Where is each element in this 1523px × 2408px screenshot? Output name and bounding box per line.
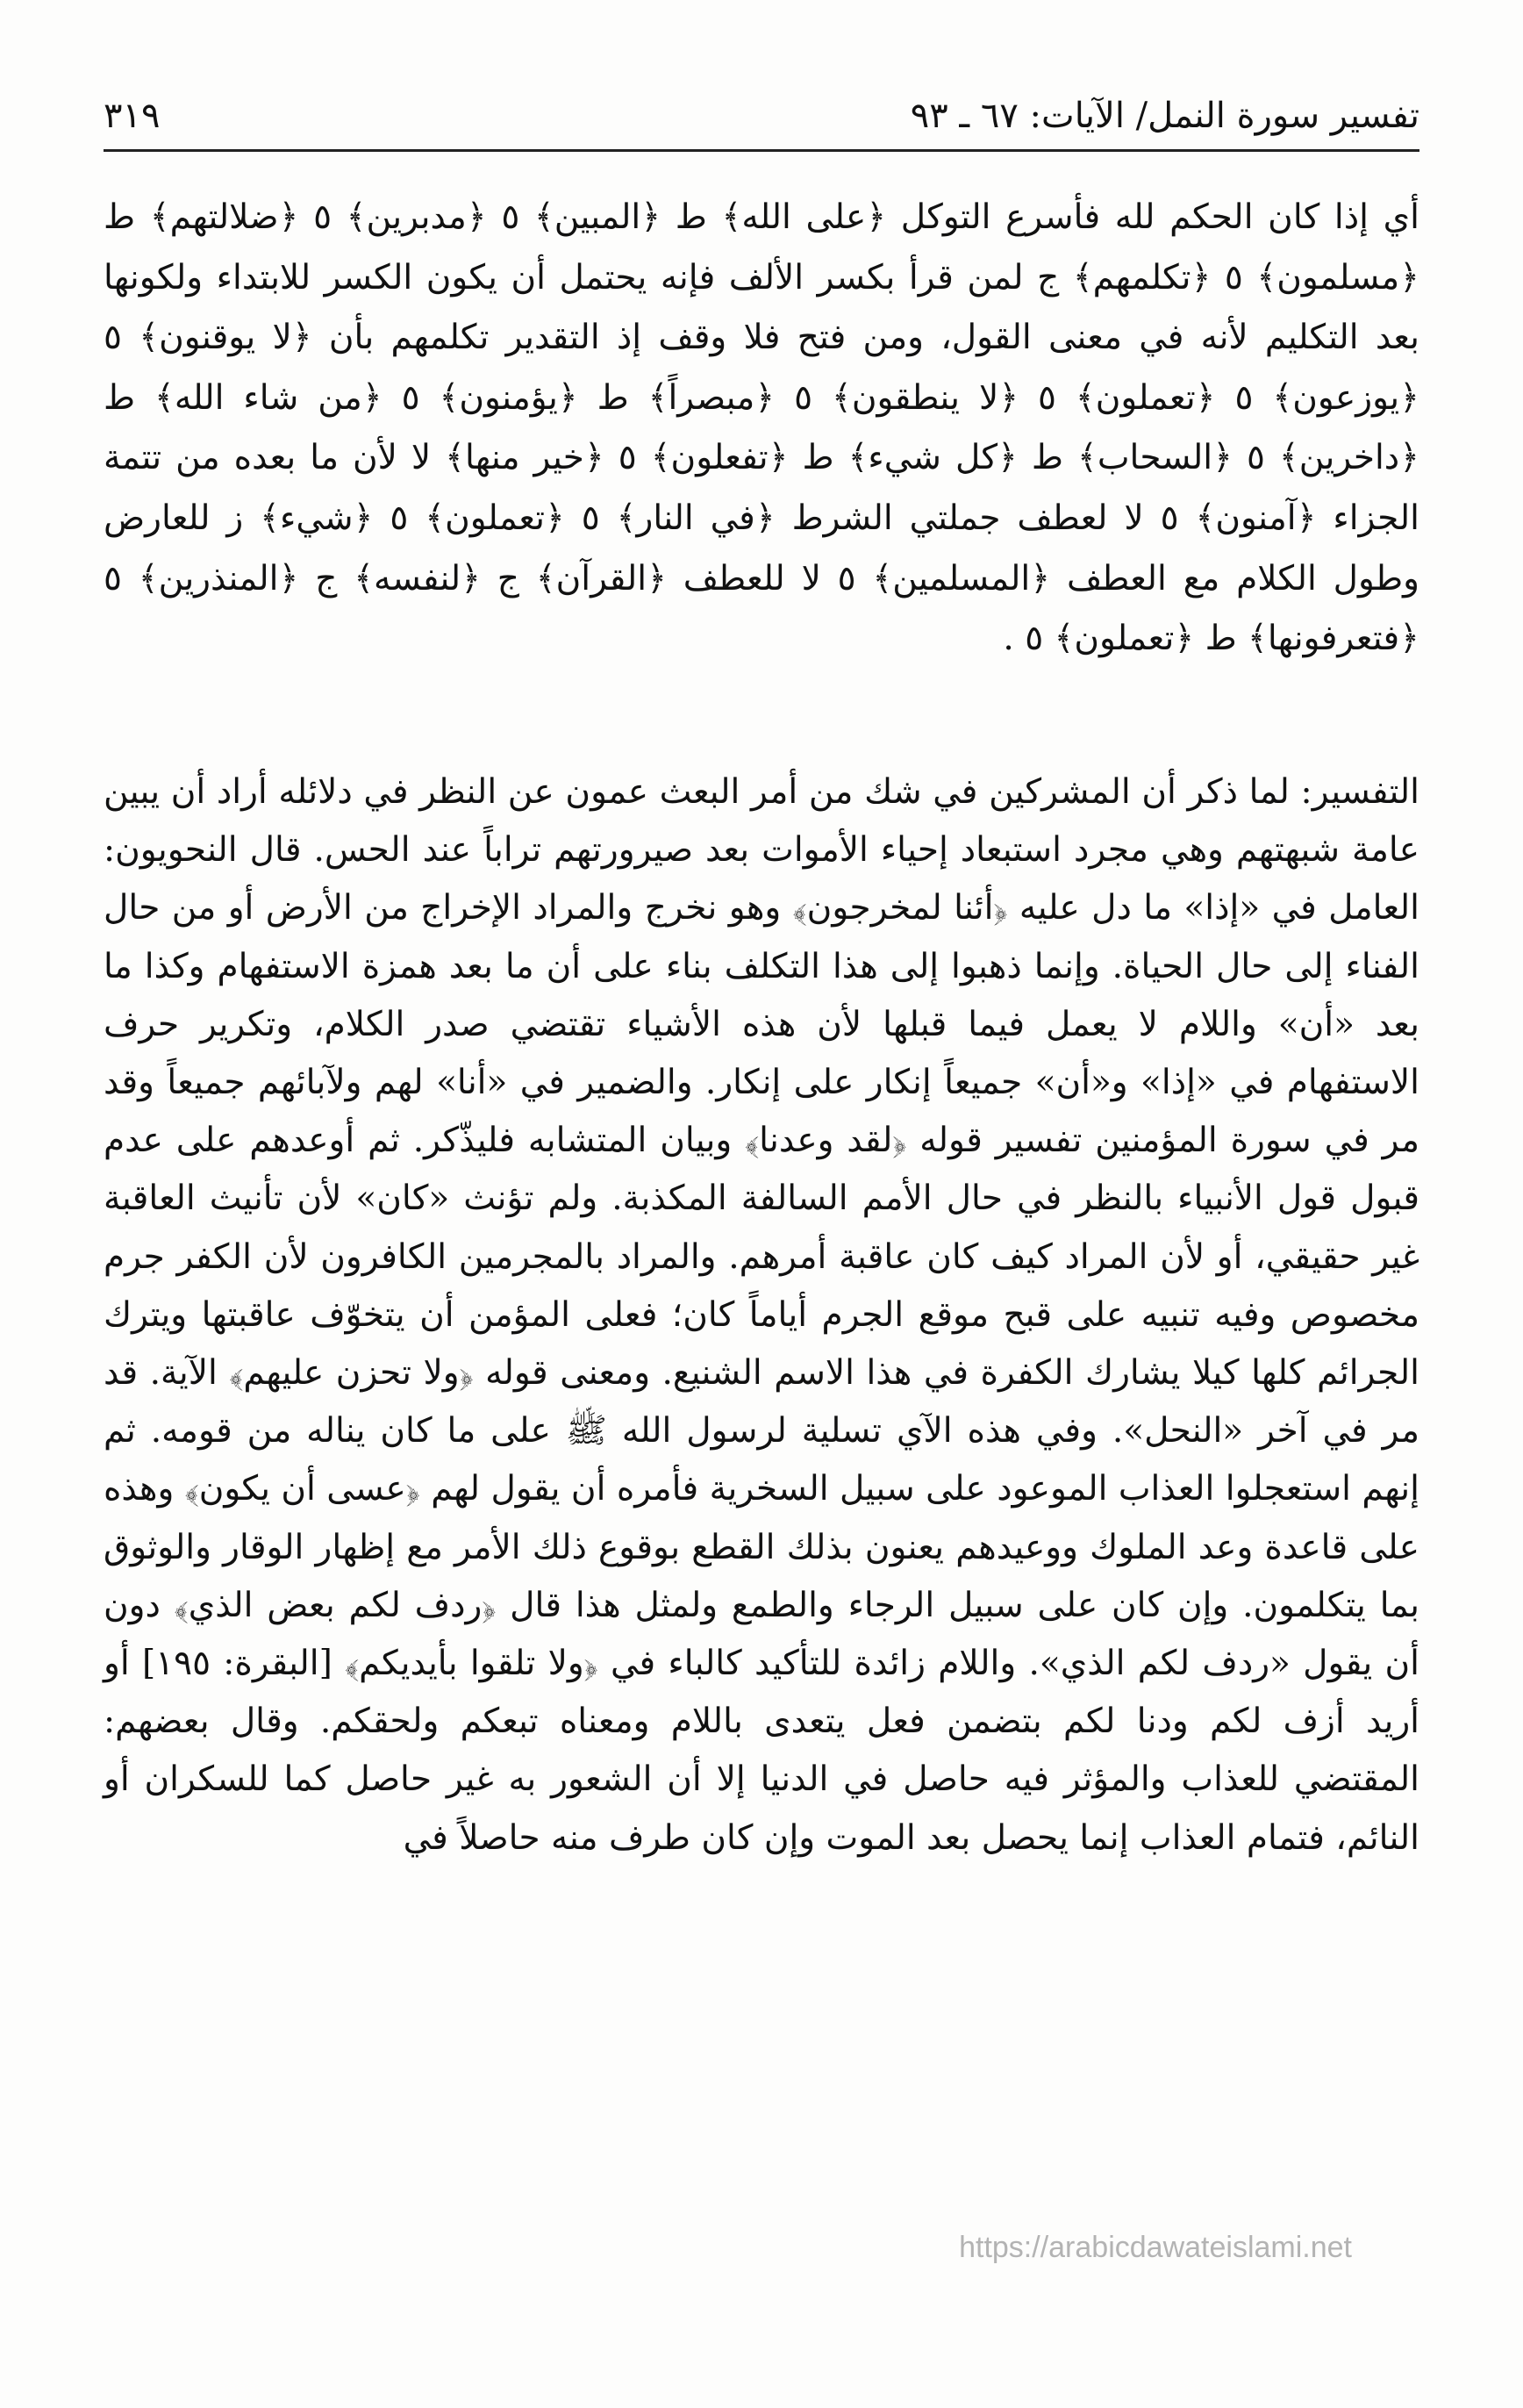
waqf-paragraph: أي إذا كان الحكم لله فأسرع التوكل ﴿على الله﴾ ط ﴿المبين﴾ ٥ ﴿مدبرين﴾ ٥ ﴿ضلالتهم﴾ ط ﴿مسلمون﴾ ٥ ﴿تكلمهم﴾ ج لمن قرأ بكسر الألف فإنه يحتمل أن يكون الكسر للابتداء ولكونها بعد التكليم لأنه في معنى القول، ومن فتح فلا وقف إذ التقدير تكلمهم بأن ﴿لا يوقنون﴾ ٥ ﴿يوزعون﴾ ٥ ﴿تعملون﴾ ٥ ﴿لا ينطقون﴾ ٥ ﴿مبصراً﴾ ط ﴿يؤمنون﴾ ٥ ﴿من شاء الله﴾ ط ﴿داخرين﴾ ٥ ﴿السحاب﴾ ط ﴿كل شيء﴾ ط ﴿تفعلون﴾ ٥ ﴿خير منها﴾ لا لأن ما بعده من تتمة الجزاء ﴿آمنون﴾ ٥ لا لعطف جملتي الشرط ﴿في النار﴾ ٥ ﴿تعملون﴾ ٥ ﴿شيء﴾ ز للعارض وطول الكلام مع العطف ﴿المسلمين﴾ ٥ لا للعطف ﴿القرآن﴾ ج ﴿لنفسه﴾ ج ﴿المنذرين﴾ ٥ ﴿فتعرفونها﴾ ط ﴿تعملون﴾ ٥ . bbox=[104, 197, 1419, 659]
page-number: ٣١٩ bbox=[104, 96, 161, 136]
tafsir-section bbox=[104, 763, 1419, 1867]
tafsir-paragraph: التفسير: لما ذكر أن المشركين في شك من أمر البعث عمون عن النظر في دلائله أراد أن يبين عامة شبهتهم وهي مجرد استبعاد إحياء الأموات بعد صيرورتهم تراباً عند الحس. قال النحويون: العامل في «إذا» ما دل عليه ﴿أئنا لمخرجون﴾ وهو نخرج والمراد الإخراج من الأرض أو من حال الفناء إلى حال الحياة. وإنما ذهبوا إلى هذا التكلف بناء على أن ما بعد همزة الاستفهام وكذا ما بعد «أن» واللام لا يعمل فيما قبلها لأن هذه الأشياء تقتضي صدر الكلام، وتكرير حرف الاستفهام في «إذا» و«أن» جميعاً إنكار على إنكار. والضمير في «أنا» لهم ولآبائهم جميعاً وقد مر في سورة المؤمنين تفسير قوله ﴿لقد وعدنا﴾ وبيان المتشابه فليذّكر. ثم أوعدهم على عدم قبول قول الأنبياء بالنظر في حال الأمم السالفة المكذبة. ولم تؤنث «كان» لأن تأنيث العاقبة غير حقيقي، أو لأن المراد كيف كان عاقبة أمرهم. والمراد بالمجرمين الكافرون لأن الكفر جرم مخصوص وفيه تنبيه على قبح موقع الجرم أياماً كان؛ فعلى المؤمن أن يتخوّف عاقبتها ويترك الجرائم كلها كيلا يشارك الكفرة في هذا الاسم الشنيع. ومعنى قوله ﴿ولا تحزن عليهم﴾ الآية. قد مر في آخر «النحل». وفي هذه الآي تسلية لرسول الله ﷺ على ما كان يناله من قومه. ثم إنهم استعجلوا العذاب الموعود على سبيل السخرية فأمره أن يقول لهم ﴿عسى أن يكون﴾ وهذه على قاعدة وعد الملوك ووعيدهم يعنون بذلك القطع بوقوع ذلك الأمر مع إظهار الوقار والوثوق بما يتكلمون. وإن كان على سبيل الرجاء والطمع ولمثل هذا قال ﴿ردف لكم بعض الذي﴾ دون أن يقول «ردف لكم الذي». واللام زائدة للتأكيد كالباء في ﴿ولا تلقوا بأيديكم﴾ [البقرة: ١٩٥] أو أريد أزف لكم ودنا لكم بتضمن فعل يتعدى باللام ومعناه تبعكم ولحقكم. وقال بعضهم: المقتضي للعذاب والمؤثر فيه حاصل في الدنيا إلا أن الشعور به غير حاصل كما للسكران أو النائم، فتمام العذاب إنما يحصل بعد الموت وإن كان طرف منه حاصلاً في bbox=[104, 772, 1419, 1858]
waqf-section bbox=[104, 188, 1419, 670]
page-header bbox=[104, 91, 1419, 147]
running-title: تفسير سورة النمل/ الآيات: ٦٧ ـ ٩٣ bbox=[910, 96, 1419, 136]
watermark-url: https://arabicdawateislami.net bbox=[959, 2231, 1352, 2264]
header-divider bbox=[104, 149, 1419, 152]
